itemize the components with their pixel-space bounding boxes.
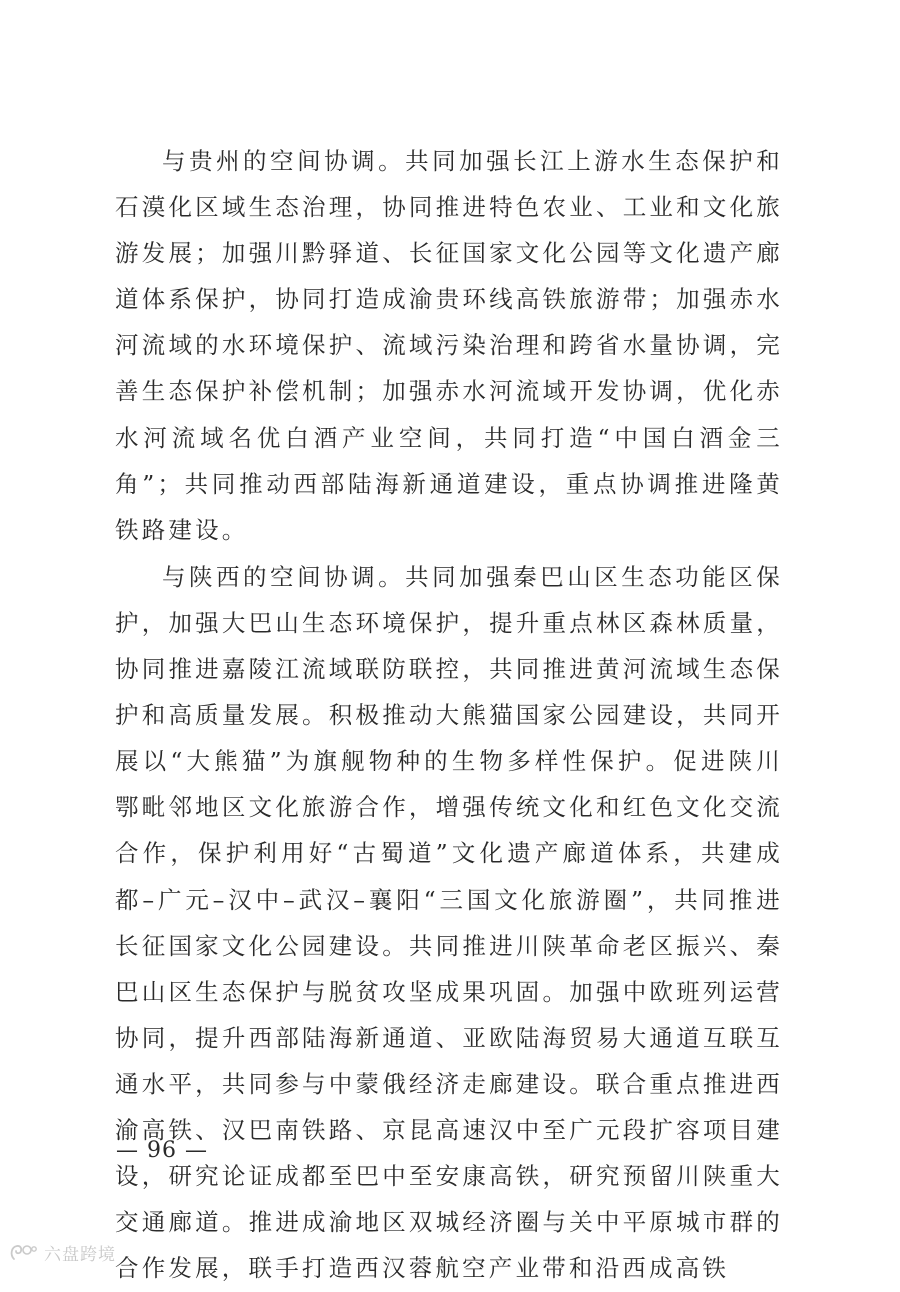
watermark-text: 六盘跨境 [44, 1245, 116, 1265]
body-text [115, 138, 783, 1292]
page-number: — 96 — [116, 1138, 208, 1163]
paragraph-guizhou: 与贵州的空间协调。共同加强长江上游水生态保护和石漠化区域生态治理，协同推进特色农业、工业和文化旅游发展；加强川黔驿道、长征国家文化公园等文化遗产廊道体系保护，协同打造成渝贵环线高铁旅游带；加强赤水河流域的水环境保护、流域污染治理和跨省水量协调，完善生态保护补偿机制；加强赤水河流域开发协调，优化赤水河流域名优白酒产业空间，共同打造“中国白酒金三角”；共同推动西部陆海新通道建设，重点协调推进隆黄铁路建设。 [115, 147, 783, 544]
watermark [8, 1240, 116, 1265]
paragraph-shaanxi: 与陕西的空间协调。共同加强秦巴山区生态功能区保护，加强大巴山生态环境保护，提升重点林区森林质量，协同推进嘉陵江流域联防联控，共同推进黄河流域生态保护和高质量发展。积极推动大熊猫国家公园建设，共同开展以“大熊猫”为旗舰物种的生物多样性保护。促进陕川鄂毗邻地区文化旅游合作，增强传统文化和红色文化交流合作，保护利用好“古蜀道”文化遗产廊道体系，共建成都–广元–汉中–武汉–襄阳“三国文化旅游圈”，共同推进长征国家文化公园建设。共同推进川陕革命老区振兴、秦巴山区生态保护与脱贫攻坚成果巩固。加强中欧班列运营协同，提升西部陆海新通道、亚欧陆海贸易大通道互联互通水平，共同参与中蒙俄经济走廊建设。联合重点推进西渝高铁、汉巴南铁路、京昆高速汉中至广元段扩容项目建设，研究论证成都至巴中至安康高铁，研究预留川陕重大交通廊道。推进成渝地区双城经济圈与关中平原城市群的合作发展，联手打造西汉蓉航空产业带和沿西成高铁 [115, 562, 783, 1283]
brand-logo-icon [8, 1241, 38, 1265]
